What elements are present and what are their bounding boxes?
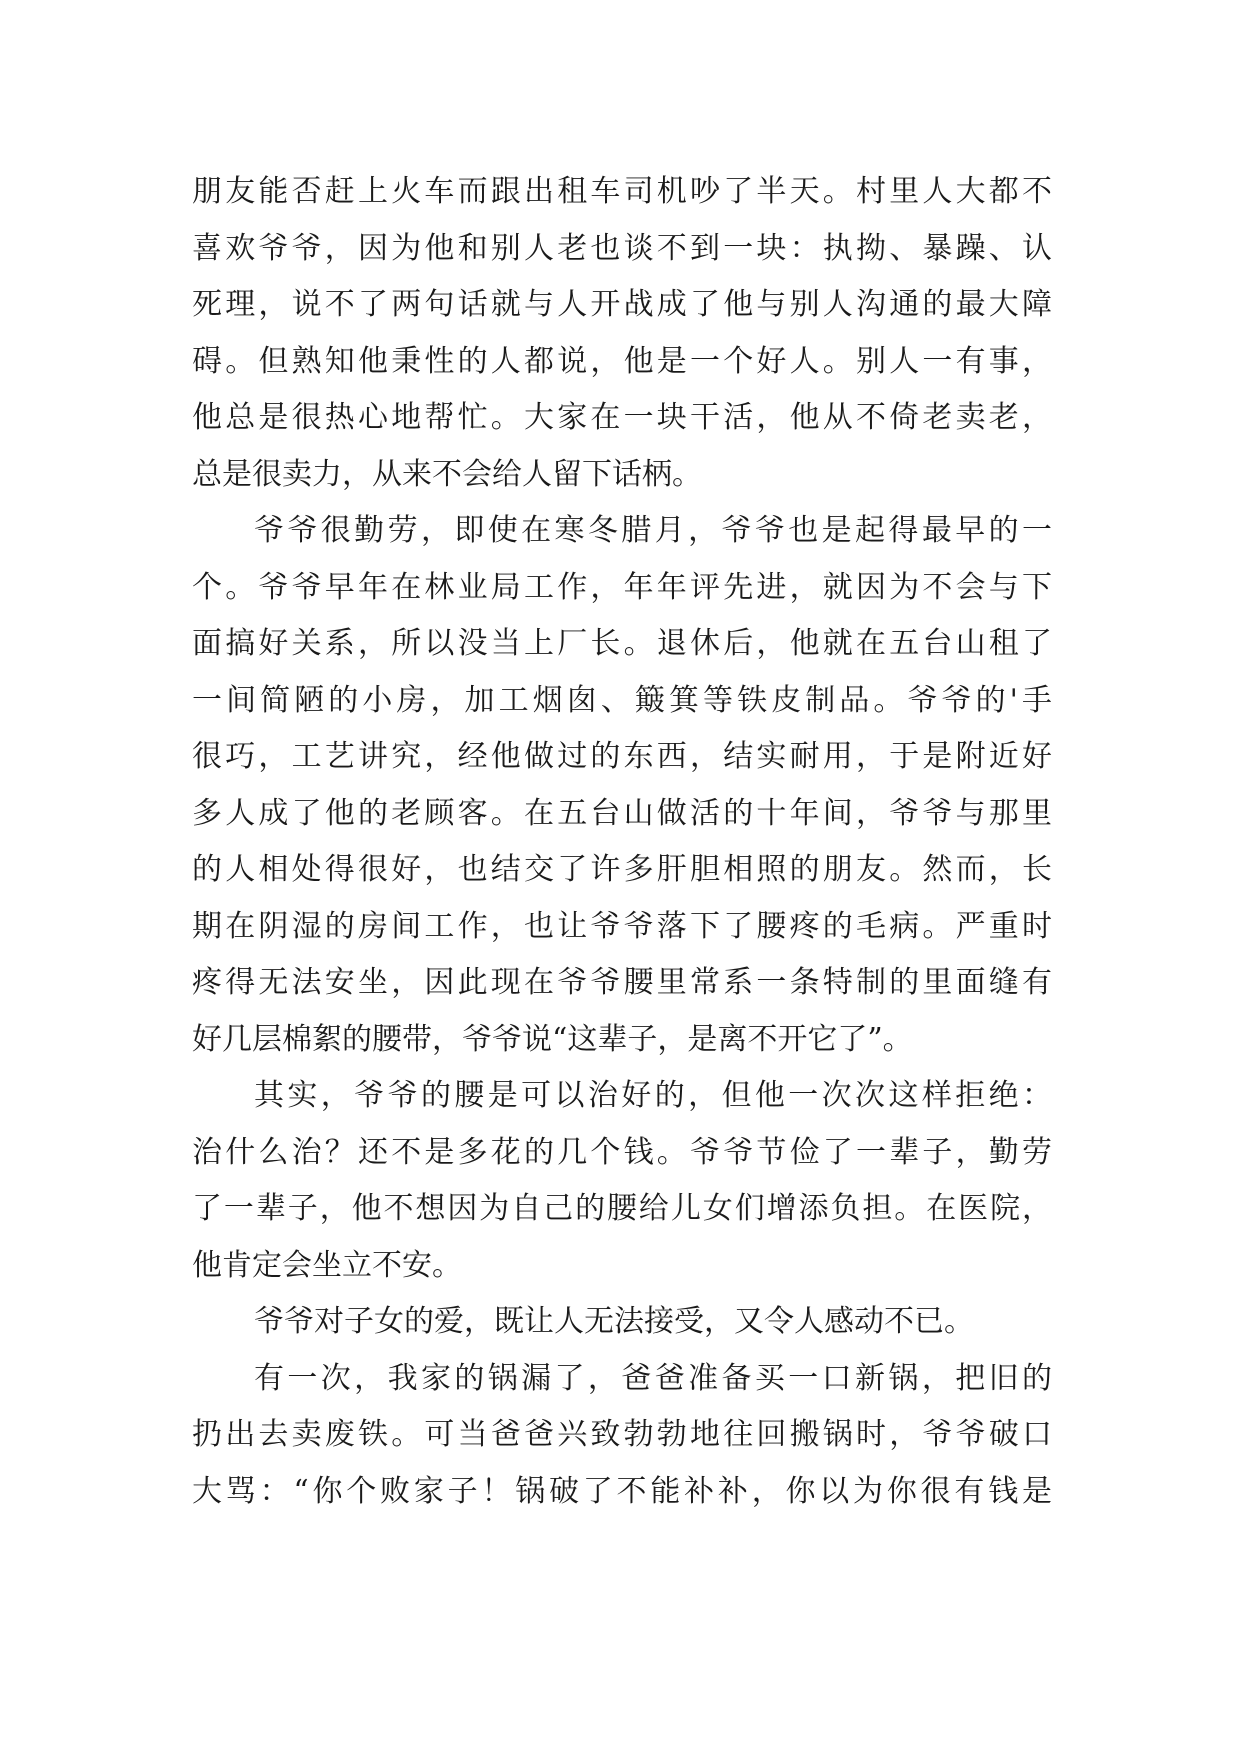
text-line: 期在阴湿的房间工作，也让爷爷落下了腰疼的毛病。严重时: [192, 908, 1052, 944]
text-line: 有一次，我家的锅漏了，爸爸准备买一口新锅，把旧的: [254, 1360, 1052, 1396]
text-line: 死理，说不了两句话就与人开战成了他与别人沟通的最大障: [192, 287, 1052, 322]
text-line: 喜欢爷爷，因为他和别人老也谈不到一块：执拗、暴躁、认: [192, 230, 1052, 266]
text-line: 一间简陋的小房，加工烟囱、簸箕等铁皮制品。爷爷的'手: [192, 682, 1052, 718]
text-line: 他总是很热心地帮忙。大家在一块干活，他从不倚老卖老，: [192, 400, 1052, 435]
text-line: 他肯定会坐立不安。: [192, 1247, 462, 1283]
text-line: 爷爷很勤劳，即使在寒冬腊月，爷爷也是起得最早的一: [254, 513, 1052, 548]
text-line: 好几层棉絮的腰带，爷爷说“这辈子，是离不开它了”。: [192, 1021, 913, 1057]
text-line: 扔出去卖废铁。可当爸爸兴致勃勃地往回搬锅时，爷爷破口: [192, 1417, 1052, 1452]
body-text: [192, 164, 1052, 1520]
text-line: 其实，爷爷的腰是可以治好的，但他一次次这样拒绝：: [254, 1078, 1052, 1113]
text-line: 的人相处得很好，也结交了许多肝胆相照的朋友。然而，长: [192, 852, 1052, 887]
text-line: 总是很卖力，从来不会给人留下话柄。: [192, 456, 702, 492]
text-line: 爷爷对子女的爱，既让人无法接受，又令人感动不已。: [254, 1304, 974, 1339]
text-line: 很巧，工艺讲究，经他做过的东西，结实耐用，于是附近好: [192, 739, 1052, 774]
text-line: 疼得无法安坐，因此现在爷爷腰里常系一条特制的里面缝有: [192, 965, 1052, 1000]
text-line: 治什么治？还不是多花的几个钱。爷爷节俭了一辈子，勤劳: [192, 1134, 1052, 1170]
text-line: 个。爷爷早年在林业局工作，年年评先进，就因为不会与下: [192, 569, 1052, 605]
text-line: 多人成了他的老顾客。在五台山做活的十年间，爷爷与那里: [192, 795, 1052, 831]
text-line: 面搞好关系，所以没当上厂长。退休后，他就在五台山租了: [192, 626, 1052, 661]
text-line: 朋友能否赶上火车而跟出租车司机吵了半天。村里人大都不: [192, 174, 1052, 209]
text-line: 了一辈子，他不想因为自己的腰给儿女们增添负担。在医院，: [192, 1191, 1052, 1226]
text-line: 大骂：“你个败家子！锅破了不能补补，你以为你很有钱是: [192, 1473, 1052, 1509]
text-line: 碍。但熟知他秉性的人都说，他是一个好人。别人一有事，: [192, 343, 1052, 379]
